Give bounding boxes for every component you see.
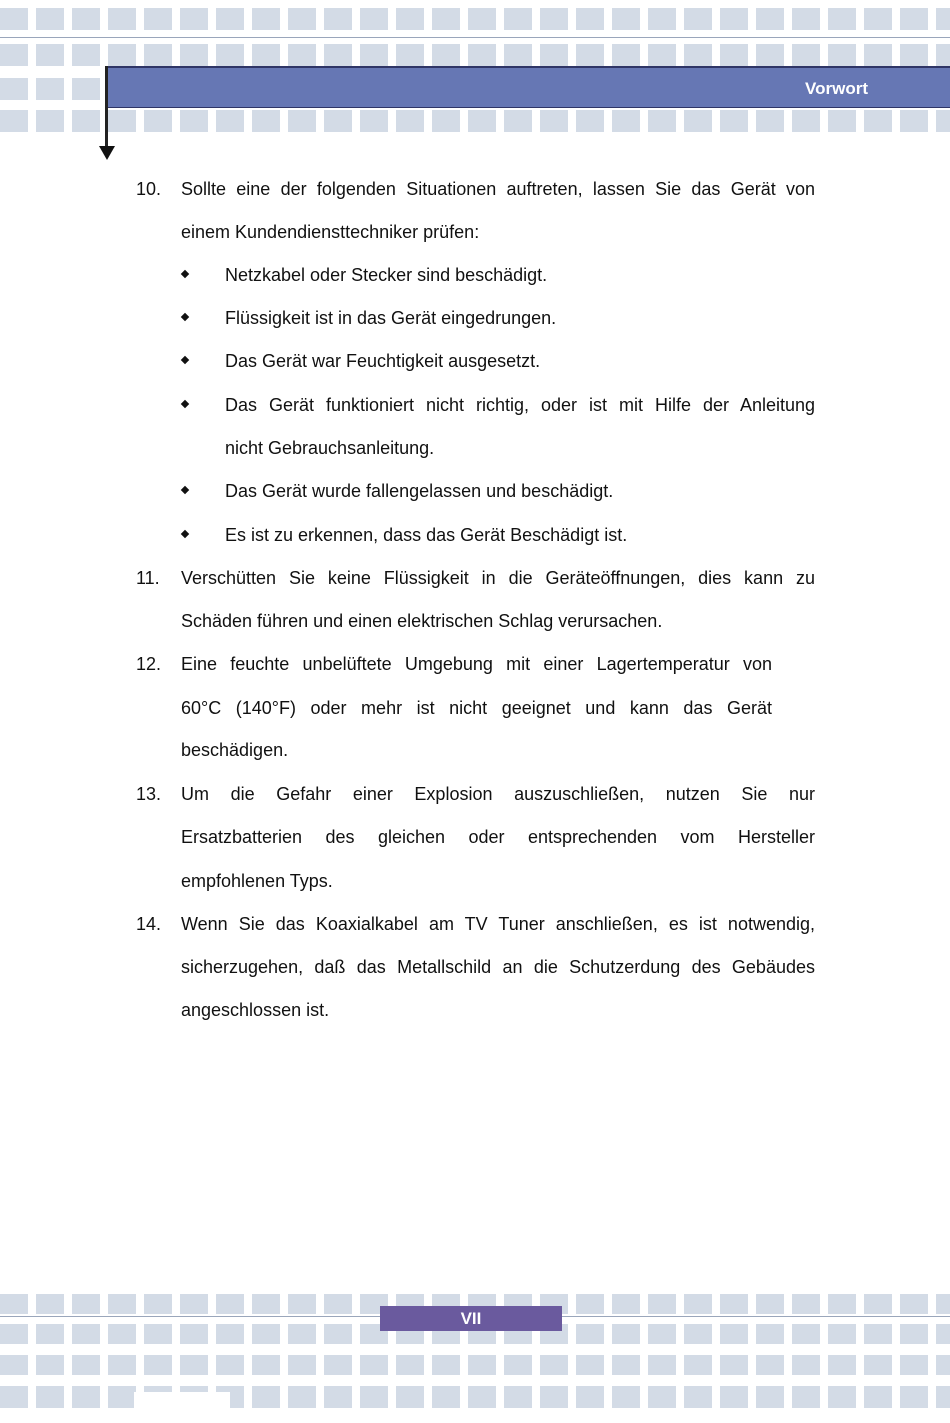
bullet-icon: [181, 400, 189, 408]
list-item-text: angeschlossen ist.: [181, 1000, 330, 1020]
divider: [0, 37, 950, 38]
list-item-text: empfohlenen Typs.: [181, 871, 333, 891]
page-number: VII: [460, 1309, 482, 1328]
list-item-text: einem Kundendiensttechniker prüfen:: [181, 222, 480, 242]
bullet-text: Das Gerät wurde fallengelassen und beschädigt.: [225, 481, 614, 501]
list-item-text: Schäden führen und einen elektrischen Schlag verursachen.: [181, 611, 663, 631]
list-number: 11.: [136, 568, 160, 588]
bullet-icon: [181, 356, 189, 364]
footer-blank-area: [134, 1392, 230, 1423]
bullet-icon: [181, 530, 189, 538]
list-number: 13.: [136, 784, 162, 804]
list-item-text: Wenn Sie das Koaxialkabel am TV Tuner anschließen, es ist notwendig,: [181, 914, 815, 934]
header-bar: [106, 66, 950, 108]
bullet-text: Netzkabel oder Stecker sind beschädigt.: [225, 265, 548, 285]
list-number: 14.: [136, 914, 162, 934]
bullet-text: nicht Gebrauchsanleitung.: [225, 438, 435, 458]
bullet-text: Das Gerät war Feuchtigkeit ausgesetzt.: [225, 351, 541, 371]
bullet-icon: [181, 313, 189, 321]
list-item-text: 60°C (140°F) oder mehr ist nicht geeignet und kann das Gerät: [181, 698, 772, 718]
arrow-down-icon: [99, 146, 115, 160]
bullet-icon: [181, 270, 189, 278]
page-number-box: [380, 1306, 562, 1331]
header-tile-pattern: [0, 44, 950, 66]
header-tile-pattern: [0, 110, 950, 132]
list-item-text: Verschütten Sie keine Flüssigkeit in die Geräteöffnungen, dies kann zu: [181, 568, 815, 588]
header-tile-pattern: [0, 8, 950, 30]
bullet-text: Das Gerät funktioniert nicht richtig, oder ist mit Hilfe der Anleitung: [225, 395, 815, 415]
margin-line: [105, 66, 108, 148]
list-number: 12.: [136, 654, 162, 674]
list-item-text: sicherzugehen, daß das Metallschild an die Schutzerdung des Gebäudes: [181, 957, 815, 977]
list-item-text: Ersatzbatterien des gleichen oder entsprechenden vom Hersteller: [181, 827, 815, 847]
list-item-text: Sollte eine der folgenden Situationen auftreten, lassen Sie das Gerät von: [181, 179, 815, 199]
bullet-text: Es ist zu erkennen, dass das Gerät Beschädigt ist.: [225, 525, 628, 545]
footer-tile-pattern: [0, 1355, 950, 1375]
list-item-text: beschädigen.: [181, 740, 289, 760]
list-item-text: Eine feuchte unbelüftete Umgebung mit einer Lagertemperatur von: [181, 654, 772, 674]
list-item-text: Um die Gefahr einer Explosion auszuschließen, nutzen Sie nur: [181, 784, 815, 804]
bullet-text: Flüssigkeit ist in das Gerät eingedrungen.: [225, 308, 557, 328]
list-number: 10.: [136, 179, 162, 199]
page-title: Vorwort: [805, 79, 868, 98]
bullet-icon: [181, 486, 189, 494]
